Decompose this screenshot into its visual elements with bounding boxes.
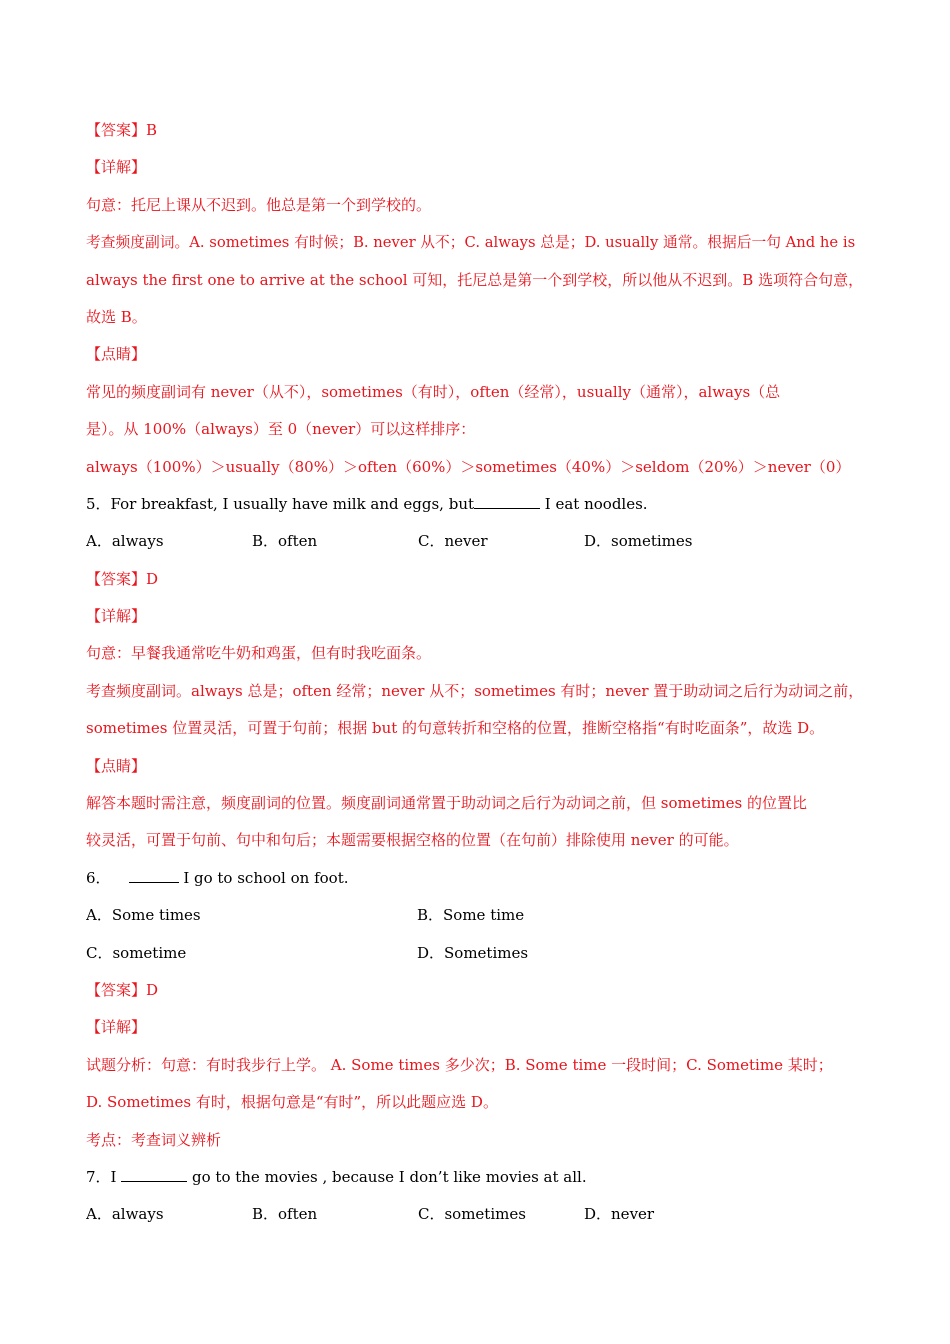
q6-answer: 【答案】D	[86, 980, 159, 999]
q7-stem	[86, 1159, 866, 1196]
q7-option-b: B．often	[252, 1205, 318, 1224]
q6-analysis-line-2: D. Sometimes 有时，根据句意是“有时”，所以此题应选 D。	[86, 1093, 498, 1112]
q4-answer: 【答案】B	[86, 121, 158, 139]
worksheet-page	[86, 112, 866, 1234]
q5-detail-heading: 【详解】	[86, 607, 147, 626]
q5-blank	[474, 494, 540, 509]
q5-option-d: D．sometimes	[584, 532, 693, 551]
q7-option-d: D．never	[584, 1205, 655, 1224]
q6-stem	[86, 860, 866, 897]
q5-tip-heading: 【点睛】	[86, 756, 147, 775]
q6-option-a: A．Some times	[86, 906, 201, 925]
q6-options-row-2	[86, 935, 866, 972]
q5-stem	[86, 486, 866, 523]
q6-stem-after: I go to school on foot.	[178, 868, 349, 887]
q7-options	[86, 1196, 866, 1233]
q4-meaning: 句意：托尼上课从不迟到。他总是第一个到学校的。	[86, 195, 432, 214]
q6-options-row-1	[86, 897, 866, 934]
q4-tip-line-2: 是）。从 100%（always）至 0（never）可以这样排序：	[86, 420, 476, 439]
q4-tip-line-1: 常见的频度副词有 never（从不），sometimes（有时），often（经常），usually（通常），always（总	[86, 382, 781, 401]
q7-option-a: A．always	[86, 1205, 164, 1224]
q7-stem-after: go to the movies , because I don’t like movies at all.	[187, 1167, 587, 1186]
q5-options	[86, 523, 866, 560]
q6-detail-heading: 【详解】	[86, 1018, 147, 1037]
q6-point: 考点：考查词义辨析	[86, 1130, 222, 1149]
q6-blank	[129, 868, 179, 883]
q4-analysis-line-1: 考查频度副词。A. sometimes 有时候；B. never 从不；C. always 总是；D. usually 通常。根据后一句 And he is	[86, 234, 856, 252]
q5-analysis-line-1: 考查频度副词。always 总是；often 经常；never 从不；sometimes 有时；never 置于助动词之后行为动词之前，	[86, 681, 864, 700]
q7-option-c: C．sometimes	[418, 1205, 526, 1224]
q4-tip-heading: 【点睛】	[86, 345, 147, 364]
q5-option-b: B．often	[252, 532, 318, 551]
q4-tip-line-3: always（100%）＞usually（80%）＞often（60%）＞sometimes（40%）＞seldom（20%）＞never（0）	[86, 457, 851, 476]
q5-answer: 【答案】D	[86, 569, 159, 588]
q5-stem-before: 5．For breakfast, I usually have milk and eggs, but	[86, 494, 475, 513]
q5-stem-after: I eat noodles.	[540, 494, 648, 513]
q6-option-d: D．Sometimes	[417, 943, 529, 962]
q4-analysis-line-3: 故选 B。	[86, 307, 147, 326]
q7-stem-before: 7．I	[86, 1167, 122, 1186]
q5-analysis-line-2: sometimes 位置灵活，可置于句前；根据 but 的句意转折和空格的位置，推断空格指“有时吃面条”，故选 D。	[86, 719, 825, 738]
q7-blank	[121, 1167, 187, 1182]
q6-stem-before: 6．	[86, 868, 111, 887]
q5-meaning: 句意：早餐我通常吃牛奶和鸡蛋，但有时我吃面条。	[86, 644, 432, 663]
q6-option-b: B．Some time	[417, 906, 525, 925]
q6-analysis-line-1: 试题分析：句意：有时我步行上学。 A. Some times 多少次；B. Some time 一段时间；C. Sometime 某时；	[86, 1055, 833, 1074]
q5-option-a: A．always	[86, 532, 164, 551]
q4-analysis-line-2: always the first one to arrive at the school 可知，托尼总是第一个到学校，所以他从不迟到。B 选项符合句意，	[86, 270, 864, 289]
q6-option-c: C．sometime	[86, 943, 187, 962]
q5-tip-line-2: 较灵活，可置于句前、句中和句后；本题需要根据空格的位置（在句前）排除使用 never 的可能。	[86, 831, 739, 850]
q5-option-c: C．never	[418, 532, 488, 551]
q4-detail-heading: 【详解】	[86, 158, 147, 177]
q5-tip-line-1: 解答本题时需注意，频度副词的位置。频度副词通常置于助动词之后行为动词之前，但 sometimes 的位置比	[86, 794, 807, 813]
